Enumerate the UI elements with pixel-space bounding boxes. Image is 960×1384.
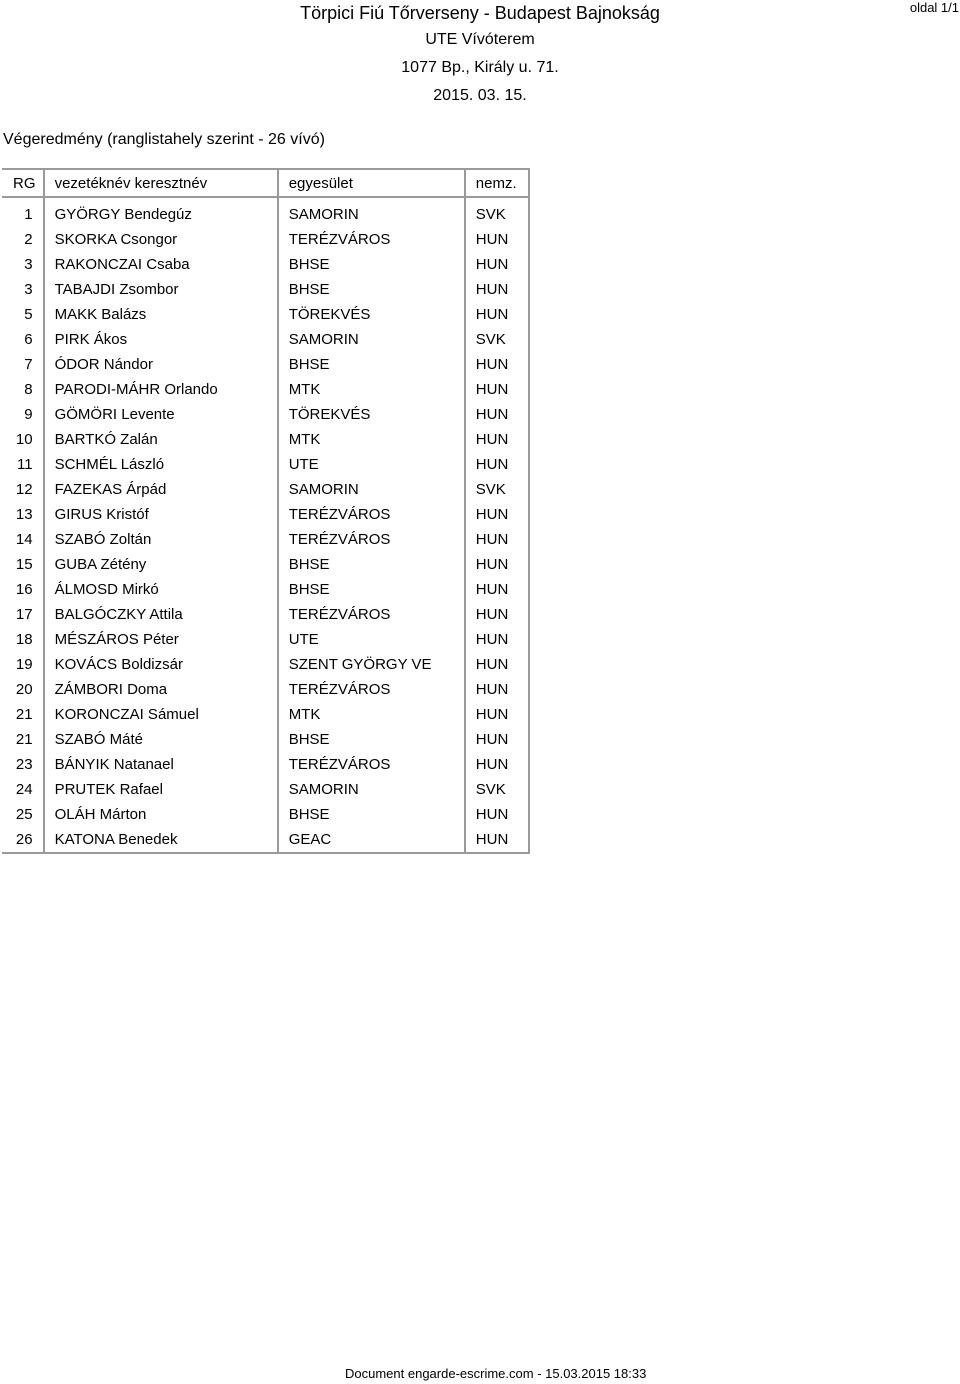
club-cell: TERÉZVÁROS	[278, 227, 465, 252]
table-row	[2, 827, 529, 853]
nation-cell: HUN	[465, 627, 529, 652]
club-cell: TERÉZVÁROS	[278, 602, 465, 627]
name-cell: PRUTEK Rafael	[44, 777, 278, 802]
table-row	[2, 527, 529, 552]
club-cell: GEAC	[278, 827, 465, 853]
club-cell: TERÉZVÁROS	[278, 677, 465, 702]
nation-cell: HUN	[465, 527, 529, 552]
table-row	[2, 752, 529, 777]
club-cell: MTK	[278, 702, 465, 727]
rank-cell: 7	[24, 356, 33, 373]
club-cell: BHSE	[278, 577, 465, 602]
rank-cell: 15	[15, 556, 33, 573]
name-cell: SKORKA Csongor	[44, 227, 278, 252]
nation-cell: HUN	[465, 427, 529, 452]
nation-cell: HUN	[465, 302, 529, 327]
name-cell: MÉSZÁROS Péter	[44, 627, 278, 652]
club-cell: SAMORIN	[278, 327, 465, 352]
club-cell: SAMORIN	[278, 477, 465, 502]
nation-cell: HUN	[465, 277, 529, 302]
table-row	[2, 777, 529, 802]
rank-cell: 3	[24, 281, 33, 298]
rank-cell: 19	[15, 656, 33, 673]
nation-cell: HUN	[465, 577, 529, 602]
name-cell: ÁLMOSD Mirkó	[44, 577, 278, 602]
name-cell: FAZEKAS Árpád	[44, 477, 278, 502]
header-rank: RG	[2, 169, 44, 197]
nation-cell: HUN	[465, 352, 529, 377]
rank-cell: 3	[24, 256, 33, 273]
club-cell: TÖREKVÉS	[278, 402, 465, 427]
rank-cell: 16	[15, 581, 33, 598]
nation-cell: HUN	[465, 702, 529, 727]
club-cell: BHSE	[278, 802, 465, 827]
rank-cell: 17	[15, 606, 33, 623]
rank-cell: 18	[15, 631, 33, 648]
venue-address: 1077 Bp., Király u. 71.	[401, 59, 559, 76]
club-cell: TERÉZVÁROS	[278, 502, 465, 527]
club-cell: UTE	[278, 627, 465, 652]
name-cell: GYÖRGY Bendegúz	[44, 197, 278, 227]
club-cell: BHSE	[278, 552, 465, 577]
table-row	[2, 502, 529, 527]
rank-cell: 23	[15, 756, 33, 773]
rank-cell: 25	[15, 806, 33, 823]
document-header	[300, 0, 660, 110]
table-row	[2, 377, 529, 402]
table-row	[2, 802, 529, 827]
rank-cell: 2	[24, 231, 33, 248]
rank-cell: 13	[15, 506, 33, 523]
rank-cell: 5	[24, 306, 33, 323]
name-cell: SCHMÉL László	[44, 452, 278, 477]
club-cell: BHSE	[278, 277, 465, 302]
name-cell: SZABÓ Máté	[44, 727, 278, 752]
club-cell: BHSE	[278, 252, 465, 277]
table-row	[2, 197, 529, 227]
nation-cell: HUN	[465, 752, 529, 777]
club-cell: UTE	[278, 452, 465, 477]
rank-cell: 8	[24, 381, 33, 398]
name-cell: BÁNYIK Natanael	[44, 752, 278, 777]
table-row	[2, 277, 529, 302]
page-number: oldal 1/1	[909, 0, 959, 15]
table-row	[2, 677, 529, 702]
rank-cell: 26	[2, 827, 44, 853]
header-club: egyesület	[278, 169, 465, 197]
club-cell: SAMORIN	[278, 197, 465, 227]
table-row	[2, 452, 529, 477]
results-body	[2, 197, 529, 853]
nation-cell: HUN	[465, 827, 529, 853]
table-row	[2, 427, 529, 452]
club-cell: TERÉZVÁROS	[278, 752, 465, 777]
name-cell: KORONCZAI Sámuel	[44, 702, 278, 727]
name-cell: ZÁMBORI Doma	[44, 677, 278, 702]
nation-cell: HUN	[465, 227, 529, 252]
nation-cell: SVK	[465, 777, 529, 802]
table-row	[2, 227, 529, 252]
name-cell: OLÁH Márton	[44, 802, 278, 827]
rank-cell: 20	[15, 681, 33, 698]
header-nation: nemz.	[465, 169, 529, 197]
nation-cell: HUN	[465, 452, 529, 477]
name-cell: GUBA Zétény	[44, 552, 278, 577]
name-cell: TABAJDI Zsombor	[44, 277, 278, 302]
rank-cell: 9	[24, 406, 33, 423]
results-subtitle: Végeredmény (ranglistahely szerint - 26 vívó)	[3, 131, 325, 148]
nation-cell: SVK	[465, 477, 529, 502]
table-row	[2, 352, 529, 377]
nation-cell: HUN	[465, 652, 529, 677]
results-table	[2, 168, 530, 854]
rank-cell: 12	[15, 481, 33, 498]
rank-cell: 10	[15, 431, 33, 448]
name-cell: KATONA Benedek	[44, 827, 278, 853]
club-cell: BHSE	[278, 352, 465, 377]
rank-cell: 14	[15, 531, 33, 548]
table-row	[2, 577, 529, 602]
club-cell: SAMORIN	[278, 777, 465, 802]
header-name: vezetéknév keresztnév	[44, 169, 278, 197]
nation-cell: HUN	[465, 552, 529, 577]
name-cell: GIRUS Kristóf	[44, 502, 278, 527]
name-cell: PARODI-MÁHR Orlando	[44, 377, 278, 402]
name-cell: ÓDOR Nándor	[44, 352, 278, 377]
club-cell: TÖREKVÉS	[278, 302, 465, 327]
name-cell: GÖMÖRI Levente	[44, 402, 278, 427]
nation-cell: HUN	[465, 502, 529, 527]
name-cell: PIRK Ákos	[44, 327, 278, 352]
venue-name: UTE Vívóterem	[425, 31, 535, 48]
table-row	[2, 252, 529, 277]
nation-cell: HUN	[465, 252, 529, 277]
table-row	[2, 602, 529, 627]
table-row	[2, 627, 529, 652]
rank-cell: 6	[24, 331, 33, 348]
table-row	[2, 302, 529, 327]
name-cell: MAKK Balázs	[44, 302, 278, 327]
nation-cell: HUN	[465, 377, 529, 402]
nation-cell: HUN	[465, 727, 529, 752]
club-cell: MTK	[278, 377, 465, 402]
nation-cell: SVK	[465, 327, 529, 352]
table-row	[2, 327, 529, 352]
club-cell: BHSE	[278, 727, 465, 752]
competition-title: Törpici Fiú Tőrverseny - Budapest Bajnokság	[300, 3, 660, 23]
table-header-row	[2, 169, 529, 197]
nation-cell: HUN	[465, 402, 529, 427]
table-row	[2, 702, 529, 727]
competition-date: 2015. 03. 15.	[433, 87, 527, 104]
table-row	[2, 652, 529, 677]
name-cell: KOVÁCS Boldizsár	[44, 652, 278, 677]
document-footer: Document engarde-escrime.com - 15.03.2015 18:33	[345, 1366, 647, 1381]
table-row	[2, 477, 529, 502]
name-cell: SZABÓ Zoltán	[44, 527, 278, 552]
table-row	[2, 552, 529, 577]
rank-cell: 24	[15, 781, 33, 798]
rank-cell: 11	[17, 456, 33, 473]
nation-cell: HUN	[465, 802, 529, 827]
rank-cell: 21	[15, 731, 33, 748]
nation-cell: SVK	[465, 197, 529, 227]
rank-cell: 21	[15, 706, 33, 723]
nation-cell: HUN	[465, 677, 529, 702]
club-cell: TERÉZVÁROS	[278, 527, 465, 552]
table-row	[2, 402, 529, 427]
club-cell: MTK	[278, 427, 465, 452]
name-cell: BARTKÓ Zalán	[44, 427, 278, 452]
nation-cell: HUN	[465, 602, 529, 627]
name-cell: BALGÓCZKY Attila	[44, 602, 278, 627]
name-cell: RAKONCZAI Csaba	[44, 252, 278, 277]
club-cell: SZENT GYÖRGY VE	[278, 652, 465, 677]
table-row	[2, 727, 529, 752]
rank-cell: 1	[24, 206, 33, 223]
